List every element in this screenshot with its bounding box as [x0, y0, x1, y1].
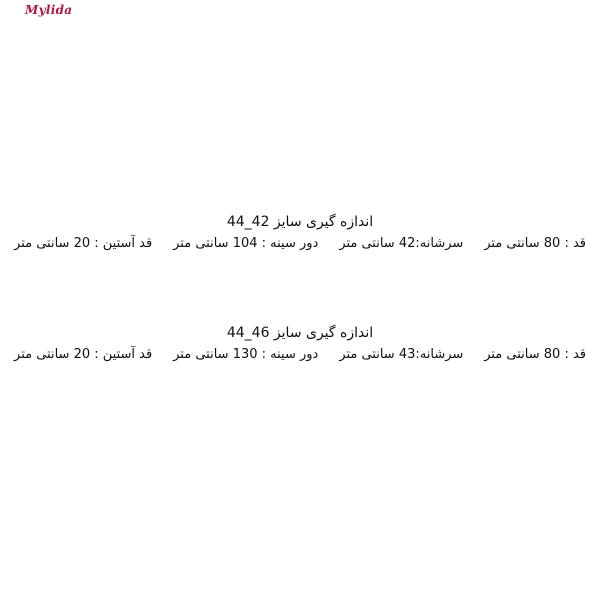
measurements-row: [0, 344, 600, 366]
height-measure: قد : 80 سانتی متر: [484, 236, 586, 251]
chest-measure: دور سینه : 104 سانتی متر: [173, 236, 319, 251]
size-block-46-44: [0, 322, 600, 366]
size-title: اندازه گیری سایز 42_44: [226, 214, 374, 230]
sleeve-measure: قد آستین : 20 سانتی متر: [14, 236, 153, 251]
size-title: اندازه گیری سایز 46_44: [226, 325, 374, 341]
height-measure: قد : 80 سانتی متر: [484, 347, 586, 362]
shoulder-measure: سرشانه:42 سانتی متر: [339, 236, 464, 251]
chest-measure: دور سینه : 130 سانتی متر: [173, 347, 319, 362]
brand-logo: Mylida: [25, 3, 73, 17]
shoulder-measure: سرشانه:43 سانتی متر: [339, 347, 464, 362]
size-block-42-44: [0, 211, 600, 255]
sleeve-measure: قد آستین : 20 سانتی متر: [14, 347, 153, 362]
measurements-row: [0, 233, 600, 255]
